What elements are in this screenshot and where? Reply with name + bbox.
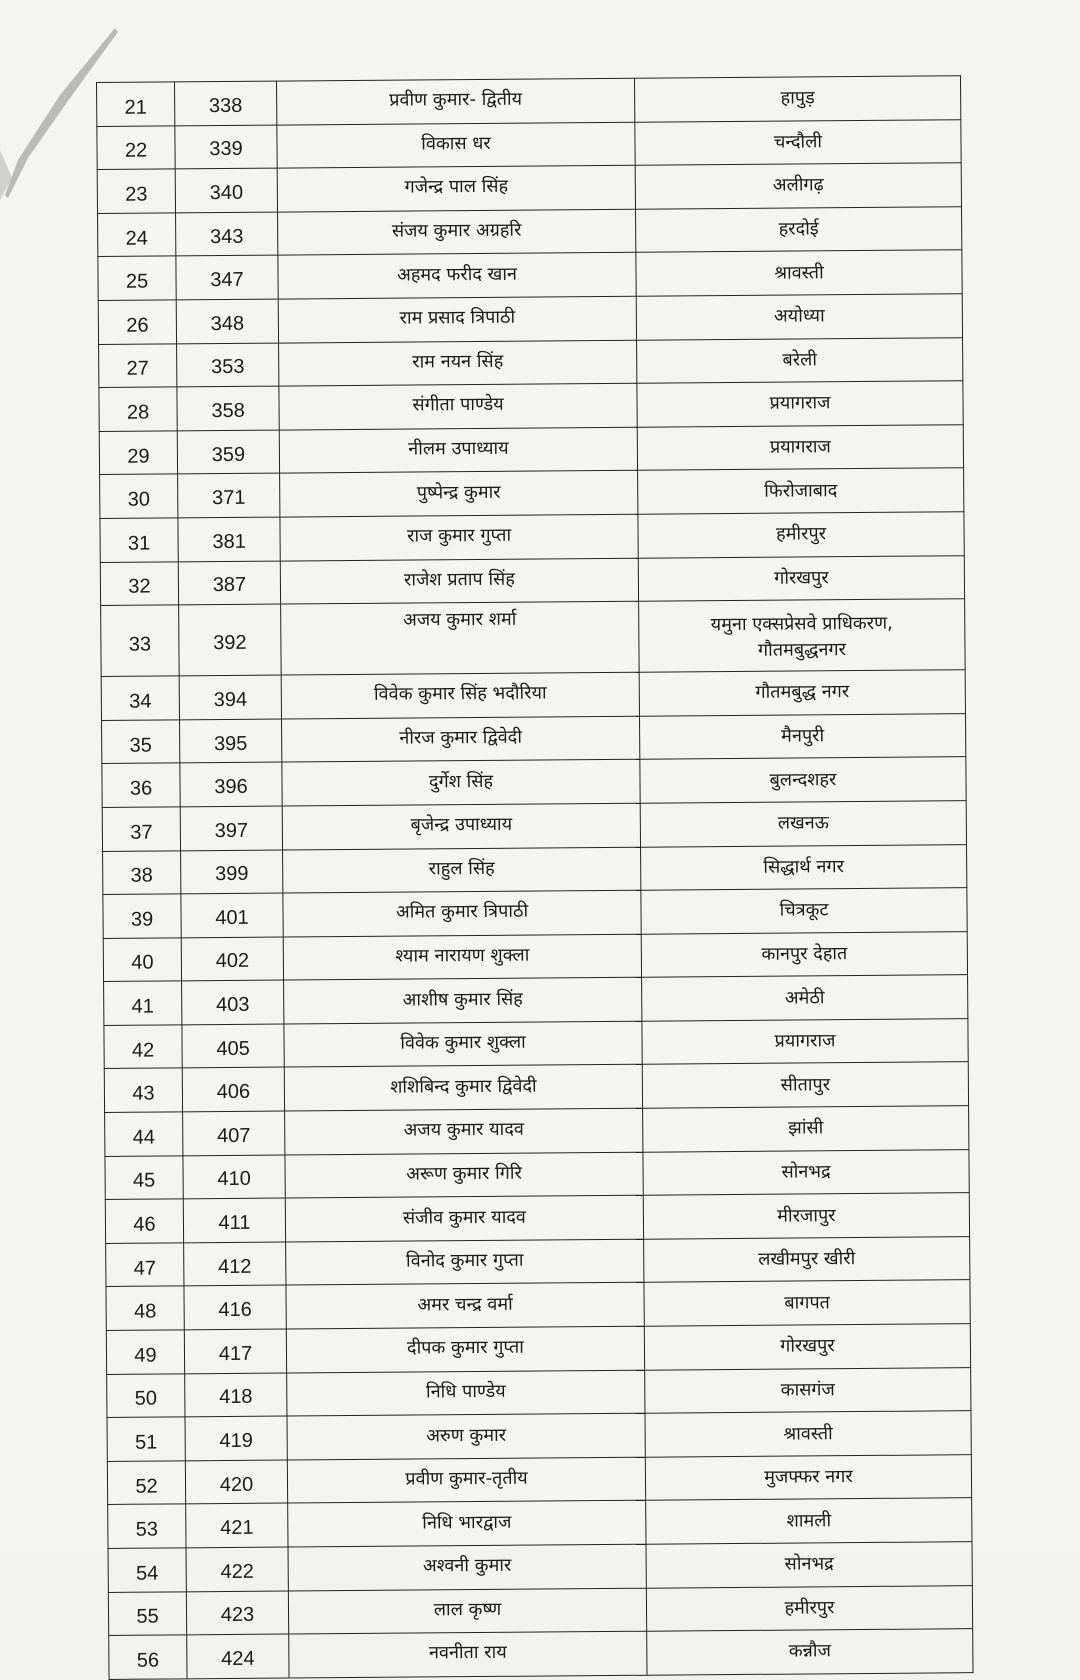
table-row bbox=[107, 1411, 971, 1461]
code-cell: 348 bbox=[176, 299, 278, 343]
district-cell bbox=[644, 1324, 970, 1370]
district-cell bbox=[638, 512, 964, 558]
officer-name-cell: विनोद कुमार गुप्ता bbox=[286, 1239, 644, 1285]
officer-name-cell: प्रवीण कुमार- द्वितीय bbox=[276, 78, 634, 124]
serial-number-cell: 25 bbox=[98, 256, 176, 300]
district-cell bbox=[644, 1237, 970, 1283]
serial-number-cell: 37 bbox=[102, 807, 180, 851]
serial-number-cell: 43 bbox=[104, 1068, 182, 1112]
code-cell: 338 bbox=[175, 81, 277, 125]
district-text: अलीगढ़ bbox=[772, 174, 824, 197]
district-cell bbox=[642, 1019, 968, 1065]
district-text: कानपुर देहात bbox=[761, 943, 848, 965]
code-cell: 359 bbox=[177, 430, 279, 474]
serial-number-cell: 29 bbox=[99, 431, 177, 475]
officer-name-cell: राज कुमार गुप्ता bbox=[280, 514, 638, 560]
district-text: चित्रकूट bbox=[779, 899, 829, 922]
district-text: हरदोई bbox=[778, 218, 819, 240]
table-row bbox=[102, 713, 966, 763]
district-text: बरेली bbox=[782, 349, 818, 371]
district-cell bbox=[638, 555, 964, 601]
serial-number-cell: 24 bbox=[98, 213, 176, 257]
table-row bbox=[105, 1106, 969, 1156]
district-cell bbox=[640, 801, 966, 847]
table-row bbox=[107, 1454, 971, 1504]
district-cell bbox=[642, 1062, 968, 1108]
district-text: झांसी bbox=[788, 1117, 824, 1139]
serial-number-cell: 42 bbox=[104, 1025, 182, 1069]
table-row bbox=[101, 599, 966, 677]
officer-name-cell: शशिबिन्द कुमार द्विवेदी bbox=[284, 1065, 642, 1111]
listing-table-body bbox=[97, 76, 974, 1680]
district-cell bbox=[645, 1411, 971, 1457]
officer-name-cell: नीलम उपाध्याय bbox=[279, 427, 637, 473]
district-cell bbox=[636, 250, 962, 296]
table-row bbox=[98, 206, 962, 256]
code-cell: 399 bbox=[181, 850, 283, 894]
officer-name-cell: अरुण कुमार bbox=[287, 1413, 645, 1459]
serial-number-cell: 56 bbox=[109, 1635, 187, 1679]
table-row bbox=[102, 757, 966, 807]
district-text: कासगंज bbox=[780, 1379, 835, 1401]
code-cell: 343 bbox=[176, 212, 278, 256]
officer-name-cell: संजीव कुमार यादव bbox=[285, 1195, 643, 1241]
table-row bbox=[105, 1193, 969, 1243]
district-cell bbox=[641, 888, 967, 934]
code-cell: 422 bbox=[186, 1547, 288, 1591]
district-cell bbox=[636, 206, 962, 252]
officer-name-cell: विकास धर bbox=[277, 122, 635, 168]
code-cell: 405 bbox=[182, 1024, 284, 1068]
code-cell: 417 bbox=[184, 1329, 286, 1373]
code-cell: 387 bbox=[178, 561, 280, 605]
code-cell: 420 bbox=[185, 1460, 287, 1504]
serial-number-cell: 40 bbox=[103, 938, 181, 982]
district-cell bbox=[642, 975, 968, 1021]
code-cell: 402 bbox=[181, 937, 283, 981]
district-cell bbox=[636, 294, 962, 340]
district-text: हापुड़ bbox=[780, 87, 815, 109]
district-text: लखीमपुर खीरी bbox=[758, 1248, 856, 1270]
serial-number-cell: 49 bbox=[106, 1330, 184, 1374]
code-cell: 418 bbox=[185, 1373, 287, 1417]
officer-name-cell: विवेक कुमार शुक्ला bbox=[284, 1021, 642, 1067]
listing-table bbox=[96, 75, 974, 1680]
officer-name-cell: संजय कुमार अग्रहरि bbox=[278, 209, 636, 255]
district-cell bbox=[637, 337, 963, 383]
serial-number-cell: 41 bbox=[104, 981, 182, 1025]
district-text: अमेठी bbox=[784, 986, 825, 1009]
table-row bbox=[104, 1062, 968, 1112]
code-cell: 396 bbox=[180, 762, 282, 806]
table-row bbox=[100, 555, 964, 605]
district-text: चन्दौली bbox=[773, 131, 823, 153]
code-cell: 401 bbox=[181, 893, 283, 937]
officer-name-cell: अमित कुमार त्रिपाठी bbox=[283, 890, 641, 936]
code-cell: 419 bbox=[185, 1416, 287, 1460]
district-text: मैनपुरी bbox=[781, 725, 825, 747]
table-row bbox=[105, 1149, 969, 1199]
table-row bbox=[98, 294, 962, 344]
district-cell bbox=[645, 1367, 971, 1413]
officer-name-cell: दुर्गेश सिंह bbox=[282, 760, 640, 806]
table-row bbox=[103, 888, 967, 938]
serial-number-cell: 50 bbox=[107, 1373, 185, 1417]
district-cell bbox=[639, 670, 965, 716]
serial-number-cell: 22 bbox=[97, 125, 175, 169]
table-row bbox=[108, 1585, 972, 1635]
code-cell: 423 bbox=[186, 1591, 288, 1635]
code-cell: 416 bbox=[184, 1285, 286, 1329]
district-text: गौतमबुद्ध नगर bbox=[755, 681, 850, 704]
officer-name-cell: लाल कृष्ण bbox=[288, 1588, 646, 1634]
district-cell bbox=[640, 757, 966, 803]
serial-number-cell: 54 bbox=[108, 1548, 186, 1592]
code-cell: 392 bbox=[179, 604, 282, 676]
district-cell bbox=[639, 599, 966, 673]
officer-name-cell: राम प्रसाद त्रिपाठी bbox=[278, 296, 636, 342]
table-row bbox=[100, 512, 964, 562]
district-cell bbox=[637, 424, 963, 470]
table-row bbox=[106, 1237, 970, 1287]
table-row bbox=[104, 975, 968, 1025]
district-cell bbox=[643, 1193, 969, 1239]
officer-name-cell: अरूण कुमार गिरि bbox=[285, 1152, 643, 1198]
serial-number-cell: 47 bbox=[106, 1243, 184, 1287]
table-row bbox=[106, 1280, 970, 1330]
officer-name-cell: निधि भारद्वाज bbox=[288, 1501, 646, 1547]
district-text: गोरखपुर bbox=[780, 1335, 835, 1357]
code-cell: 424 bbox=[187, 1634, 289, 1678]
officer-name-cell: राम नयन सिंह bbox=[279, 340, 637, 386]
serial-number-cell: 52 bbox=[107, 1461, 185, 1505]
serial-number-cell: 55 bbox=[108, 1591, 186, 1635]
officer-name-cell: अहमद फरीद खान bbox=[278, 253, 636, 299]
officer-name-cell: राजेश प्रताप सिंह bbox=[280, 558, 638, 604]
serial-number-cell: 30 bbox=[100, 474, 178, 518]
district-text: मीरजापुर bbox=[777, 1204, 836, 1227]
district-text: लखनऊ bbox=[777, 812, 829, 834]
serial-number-cell: 33 bbox=[101, 605, 180, 677]
officer-name-cell: नीरज कुमार द्विवेदी bbox=[282, 716, 640, 762]
district-cell bbox=[645, 1454, 971, 1500]
table-row bbox=[97, 163, 961, 213]
table-row bbox=[108, 1542, 972, 1592]
table-row bbox=[100, 468, 964, 518]
officer-name-cell: अश्वनी कुमार bbox=[288, 1544, 646, 1590]
table-row bbox=[99, 424, 963, 474]
serial-number-cell: 28 bbox=[99, 387, 177, 431]
district-text: फिरोजाबाद bbox=[764, 479, 838, 502]
district-text: प्रयागराज bbox=[769, 436, 831, 458]
district-text: यमुना एक्सप्रेसवे प्राधिकरण, bbox=[710, 612, 893, 636]
district-text: श्रावस्ती bbox=[774, 261, 824, 284]
code-cell: 381 bbox=[178, 517, 280, 561]
table-row bbox=[109, 1629, 973, 1679]
code-cell: 407 bbox=[183, 1111, 285, 1155]
serial-number-cell: 51 bbox=[107, 1417, 185, 1461]
serial-number-cell: 39 bbox=[103, 894, 181, 938]
listing-table-wrapper bbox=[96, 75, 973, 1680]
serial-number-cell: 31 bbox=[100, 518, 178, 562]
serial-number-cell: 38 bbox=[103, 850, 181, 894]
code-cell: 358 bbox=[177, 386, 279, 430]
code-cell: 339 bbox=[175, 125, 277, 169]
officer-name-cell: संगीता पाण्डेय bbox=[279, 383, 637, 429]
district-cell bbox=[637, 381, 963, 427]
table-row bbox=[102, 801, 966, 851]
district-cell bbox=[641, 844, 967, 890]
district-cell bbox=[635, 163, 961, 209]
district-text: प्रयागराज bbox=[774, 1030, 836, 1052]
district-text: बुलन्दशहर bbox=[769, 768, 837, 791]
district-text: श्रावस्ती bbox=[783, 1422, 833, 1445]
officer-name-cell: नवनीता राय bbox=[289, 1631, 647, 1677]
district-text: सिद्धार्थ नगर bbox=[763, 855, 845, 878]
table-row bbox=[106, 1324, 970, 1374]
officer-name-cell: दीपक कुमार गुप्ता bbox=[286, 1326, 644, 1372]
district-text: सोनभद्र bbox=[784, 1553, 834, 1575]
code-cell: 403 bbox=[182, 980, 284, 1024]
code-cell: 397 bbox=[180, 806, 282, 850]
serial-number-cell: 32 bbox=[100, 561, 178, 605]
code-cell: 406 bbox=[182, 1068, 284, 1112]
district-text: गोरखपुर bbox=[774, 567, 829, 589]
officer-name-cell: अजय कुमार शर्मा bbox=[281, 601, 640, 675]
serial-number-cell: 46 bbox=[105, 1199, 183, 1243]
district-text: हमीरपुर bbox=[776, 523, 827, 545]
serial-number-cell: 27 bbox=[99, 343, 177, 387]
officer-name-cell: निधि पाण्डेय bbox=[287, 1370, 645, 1416]
district-cell bbox=[643, 1149, 969, 1195]
table-row bbox=[108, 1498, 972, 1548]
code-cell: 395 bbox=[180, 719, 282, 763]
district-cell bbox=[641, 931, 967, 977]
district-text: मुजफ्फर नगर bbox=[764, 1466, 853, 1488]
table-row bbox=[99, 337, 963, 387]
district-cell bbox=[635, 119, 961, 165]
district-text: सोनभद्र bbox=[781, 1161, 831, 1183]
district-cell bbox=[646, 1585, 972, 1631]
table-row bbox=[97, 76, 961, 126]
code-cell: 411 bbox=[183, 1198, 285, 1242]
officer-name-cell: प्रवीण कुमार-तृतीय bbox=[287, 1457, 645, 1503]
district-text: कन्नौज bbox=[788, 1640, 831, 1663]
district-cell bbox=[638, 468, 964, 514]
district-cell bbox=[646, 1542, 972, 1588]
district-text: प्रयागराज bbox=[769, 392, 831, 415]
serial-number-cell: 36 bbox=[102, 763, 180, 807]
district-cell bbox=[634, 76, 960, 122]
code-cell: 347 bbox=[176, 255, 278, 299]
serial-number-cell: 26 bbox=[98, 300, 176, 344]
table-row bbox=[103, 931, 967, 981]
code-cell: 412 bbox=[184, 1242, 286, 1286]
officer-name-cell: पुष्पेन्द्र कुमार bbox=[280, 471, 638, 517]
serial-number-cell: 34 bbox=[101, 676, 179, 720]
officer-name-cell: श्याम नारायण शुक्ला bbox=[283, 934, 641, 980]
district-text: सीतापुर bbox=[780, 1074, 831, 1096]
serial-number-cell: 23 bbox=[97, 169, 175, 213]
officer-name-cell: बृजेन्द्र उपाध्याय bbox=[282, 803, 640, 849]
serial-number-cell: 45 bbox=[105, 1156, 183, 1200]
serial-number-cell: 21 bbox=[97, 82, 175, 126]
officer-name-cell: विवेक कुमार सिंह भदौरिया bbox=[281, 672, 639, 718]
district-text: अयोध्या bbox=[773, 305, 825, 327]
officer-name-cell: आशीष कुमार सिंह bbox=[284, 978, 642, 1024]
district-text-line2: गौतमबुद्धनगर bbox=[757, 639, 847, 661]
serial-number-cell: 44 bbox=[105, 1112, 183, 1156]
code-cell: 353 bbox=[177, 343, 279, 387]
district-cell bbox=[643, 1106, 969, 1152]
district-cell bbox=[639, 713, 965, 759]
serial-number-cell: 48 bbox=[106, 1286, 184, 1330]
officer-name-cell: गजेन्द्र पाल सिंह bbox=[277, 165, 635, 211]
officer-name-cell: अजय कुमार यादव bbox=[285, 1108, 643, 1154]
district-cell bbox=[644, 1280, 970, 1326]
table-row bbox=[104, 1019, 968, 1069]
code-cell: 394 bbox=[179, 675, 281, 719]
district-text: बागपत bbox=[784, 1292, 830, 1314]
table-row bbox=[107, 1367, 971, 1417]
officer-name-cell: अमर चन्द्र वर्मा bbox=[286, 1283, 644, 1329]
officer-name-cell: राहुल सिंह bbox=[283, 847, 641, 893]
district-text: हमीरपुर bbox=[784, 1597, 835, 1619]
table-row bbox=[103, 844, 967, 894]
code-cell: 421 bbox=[186, 1503, 288, 1547]
table-row bbox=[101, 670, 965, 720]
table-row bbox=[98, 250, 962, 300]
district-cell bbox=[647, 1629, 973, 1675]
code-cell: 340 bbox=[175, 168, 277, 212]
code-cell: 371 bbox=[178, 473, 280, 517]
table-row bbox=[97, 119, 961, 169]
district-cell bbox=[646, 1498, 972, 1544]
serial-number-cell: 53 bbox=[108, 1504, 186, 1548]
table-row bbox=[99, 381, 963, 431]
code-cell: 410 bbox=[183, 1155, 285, 1199]
serial-number-cell: 35 bbox=[102, 720, 180, 764]
district-text: शामली bbox=[786, 1509, 832, 1532]
